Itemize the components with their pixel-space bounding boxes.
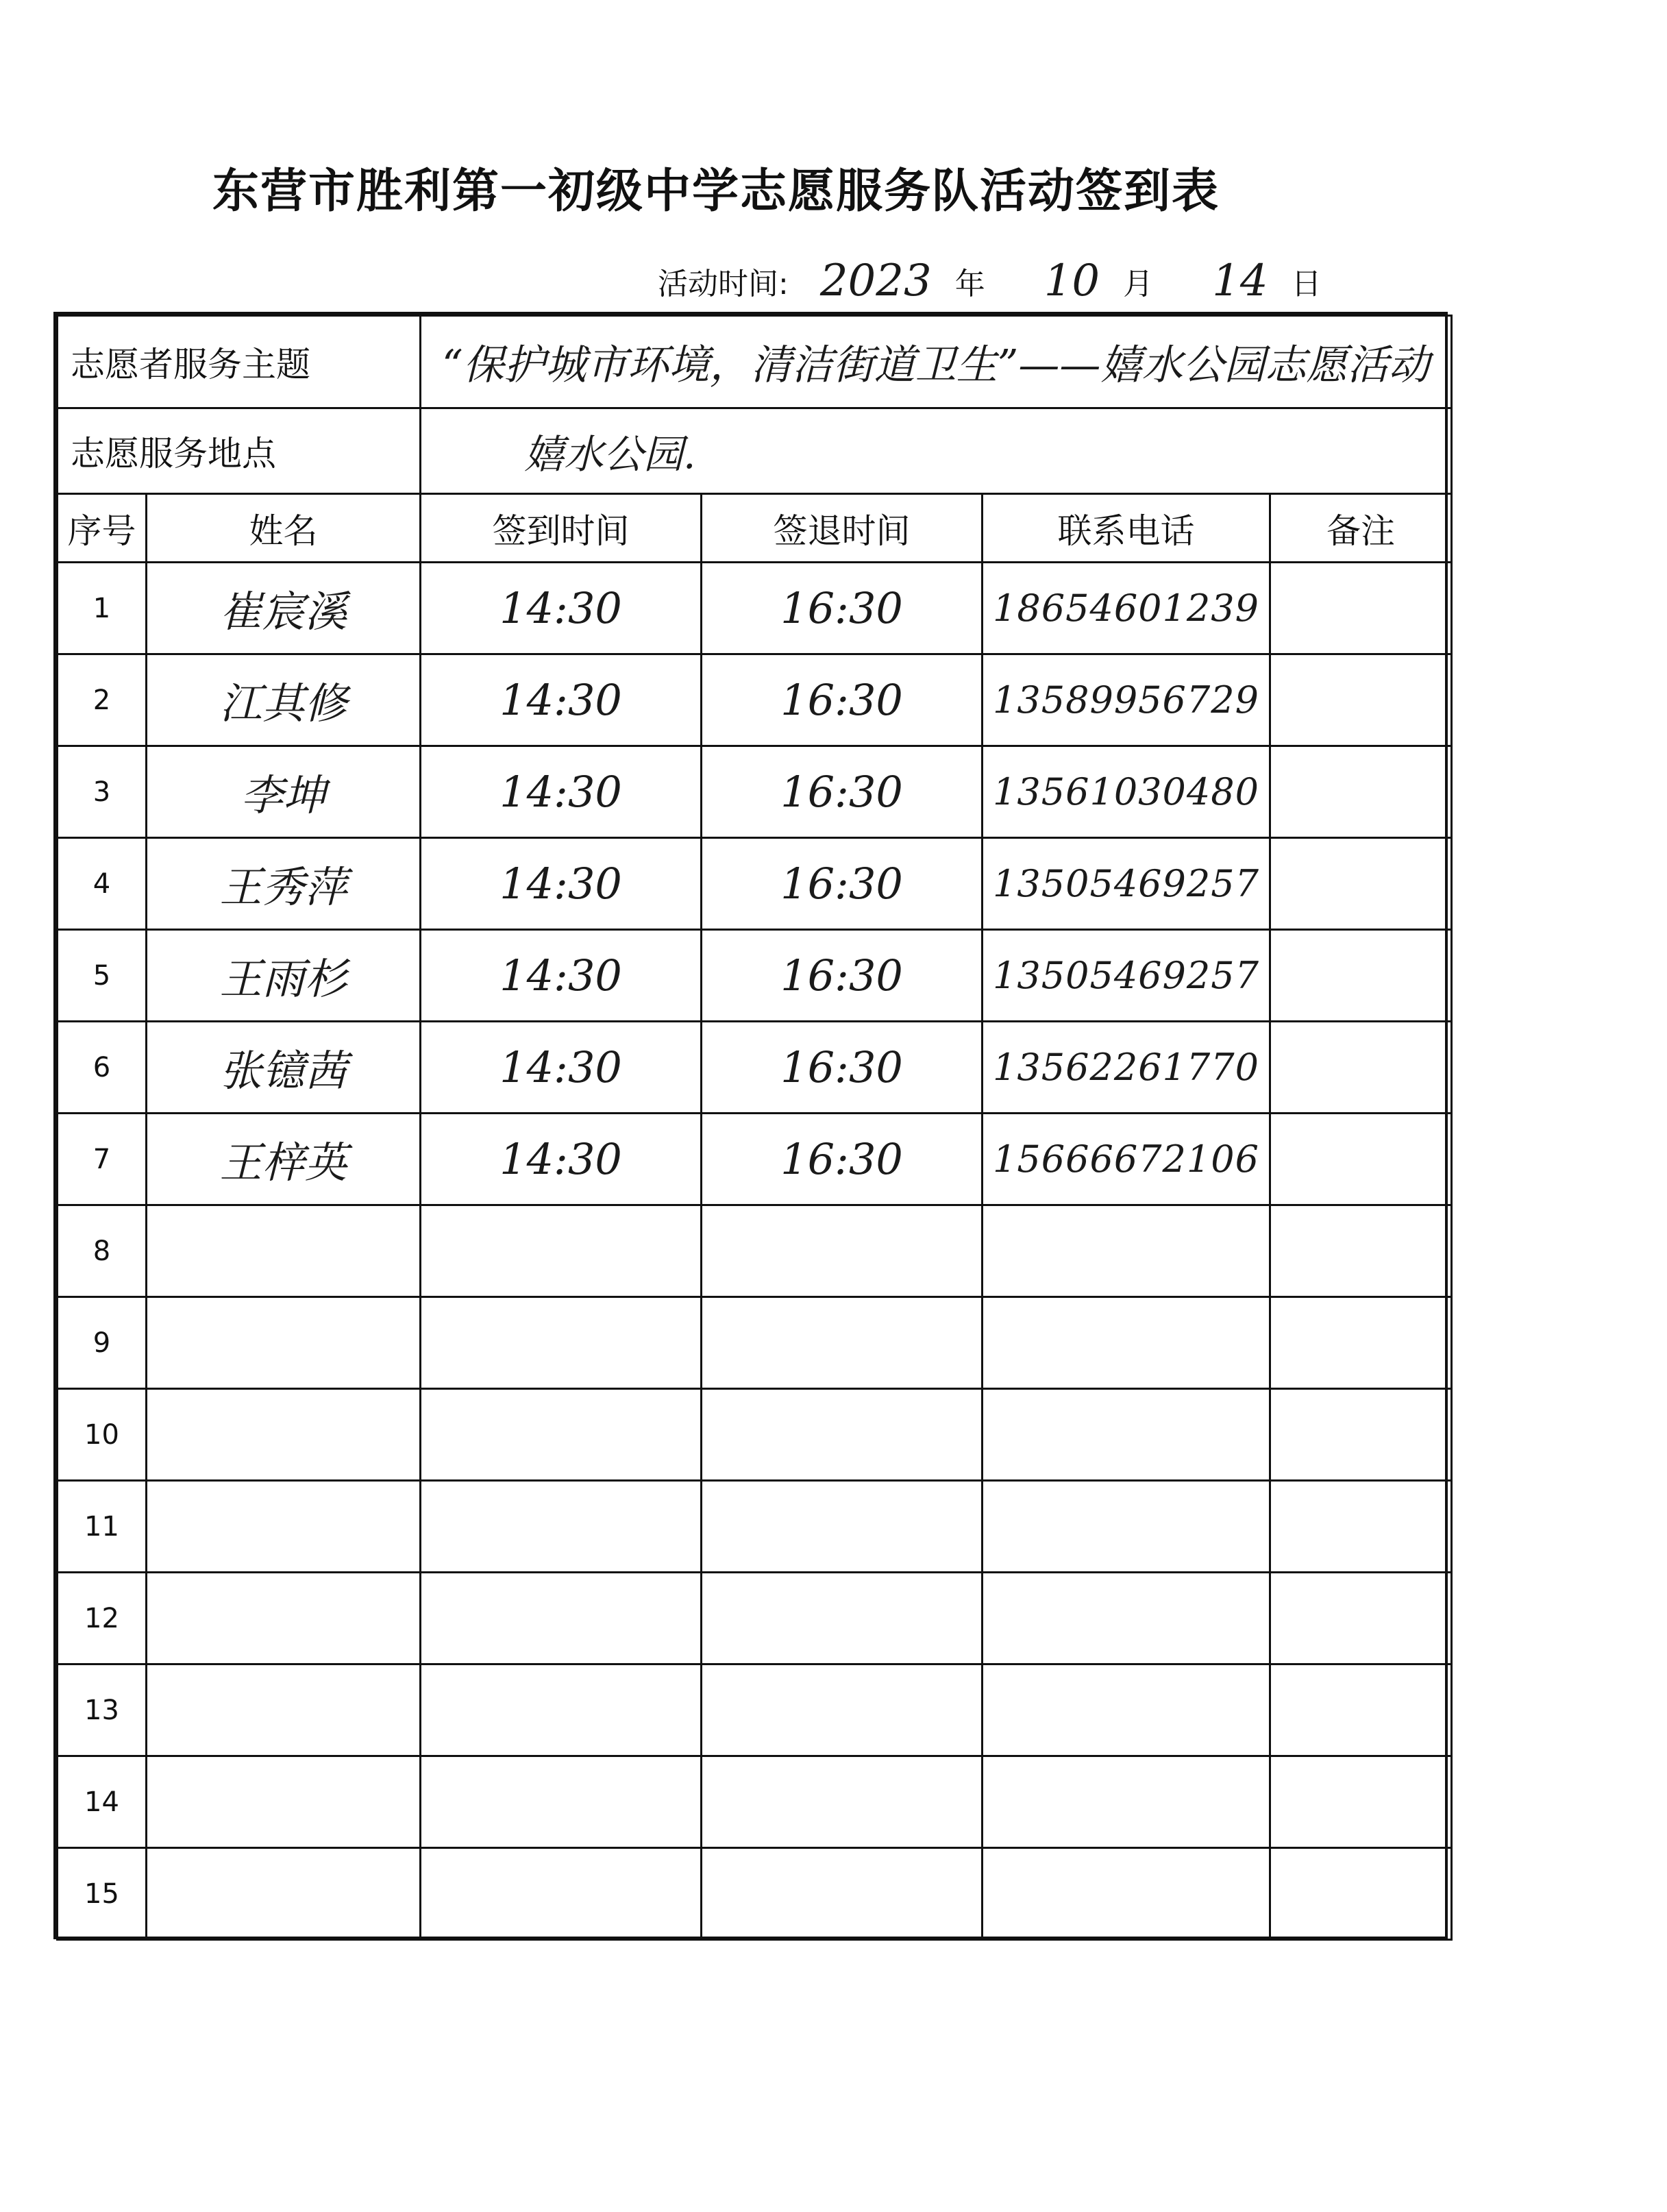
row-checkout xyxy=(702,1573,983,1664)
row-note xyxy=(1270,930,1452,1022)
table-row xyxy=(58,563,1452,654)
table-row xyxy=(58,1114,1452,1205)
table-row xyxy=(58,1205,1452,1297)
header-phone: 联系电话 xyxy=(983,494,1270,563)
row-name xyxy=(147,1756,421,1848)
table-row xyxy=(58,746,1452,838)
row-checkout xyxy=(702,563,983,654)
header-index: 序号 xyxy=(58,494,147,563)
row-checkout-text: 16:30 xyxy=(780,1134,903,1184)
row-checkout-text: 16:30 xyxy=(780,583,903,633)
row-checkout xyxy=(702,838,983,930)
row-checkout xyxy=(702,746,983,838)
row-name xyxy=(147,1848,421,1940)
row-index: 2 xyxy=(58,654,147,746)
row-name xyxy=(147,1664,421,1756)
row-index: 15 xyxy=(58,1848,147,1940)
topic-value xyxy=(421,316,1452,408)
row-name xyxy=(147,1205,421,1297)
row-phone-text: 13561030480 xyxy=(993,770,1259,813)
row-index: 8 xyxy=(58,1205,147,1297)
row-checkout-text: 16:30 xyxy=(780,767,903,817)
row-checkin-text: 14:30 xyxy=(499,950,622,1000)
row-name-text: 王秀萍 xyxy=(219,862,347,912)
table-row xyxy=(58,930,1452,1022)
date-day-unit: 日 xyxy=(1291,267,1322,302)
row-index: 14 xyxy=(58,1756,147,1848)
row-name xyxy=(147,1114,421,1205)
place-label: 志愿服务地点 xyxy=(58,408,421,494)
row-phone-text: 13505469257 xyxy=(993,862,1259,905)
row-checkout xyxy=(702,1664,983,1756)
row-phone-text: 13589956729 xyxy=(993,678,1259,722)
row-name xyxy=(147,654,421,746)
row-checkin xyxy=(421,1481,702,1573)
row-phone xyxy=(983,1573,1270,1664)
topic-text: “保护城市环境，清洁街道卫生”——嬉水公园志愿活动 xyxy=(442,341,1430,389)
row-note xyxy=(1270,1297,1452,1389)
table-row xyxy=(58,1664,1452,1756)
row-checkin-text: 14:30 xyxy=(499,1042,622,1092)
row-phone-text: 15666672106 xyxy=(993,1138,1259,1181)
row-checkin xyxy=(421,838,702,930)
row-checkout-text: 16:30 xyxy=(780,675,903,725)
row-note xyxy=(1270,1114,1452,1205)
row-index: 7 xyxy=(58,1114,147,1205)
row-phone xyxy=(983,1664,1270,1756)
row-note xyxy=(1270,1664,1452,1756)
row-checkout xyxy=(702,930,983,1022)
date-year: 2023 xyxy=(819,256,932,306)
row-note xyxy=(1270,1389,1452,1481)
table-row xyxy=(58,654,1452,746)
row-checkin xyxy=(421,1756,702,1848)
row-checkin xyxy=(421,1389,702,1481)
row-checkout xyxy=(702,1481,983,1573)
header-name: 姓名 xyxy=(147,494,421,563)
row-phone xyxy=(983,563,1270,654)
row-phone xyxy=(983,1389,1270,1481)
row-phone-text: 18654601239 xyxy=(993,587,1259,630)
row-note xyxy=(1270,1205,1452,1297)
table-row xyxy=(58,1756,1452,1848)
table-row xyxy=(58,1022,1452,1114)
row-note xyxy=(1270,654,1452,746)
row-checkout xyxy=(702,1297,983,1389)
row-checkin xyxy=(421,563,702,654)
activity-date xyxy=(658,254,1349,308)
row-name-text: 张镱茜 xyxy=(219,1046,347,1096)
topic-label: 志愿者服务主题 xyxy=(58,316,421,408)
date-day: 14 xyxy=(1212,256,1268,306)
row-note xyxy=(1270,1022,1452,1114)
row-checkout xyxy=(702,1022,983,1114)
table-row xyxy=(58,1573,1452,1664)
row-index: 13 xyxy=(58,1664,147,1756)
row-checkout xyxy=(702,1848,983,1940)
table-row xyxy=(58,1848,1452,1940)
date-month: 10 xyxy=(1044,256,1100,306)
row-name-text: 王雨杉 xyxy=(219,954,347,1004)
topic-row xyxy=(58,316,1452,408)
row-name xyxy=(147,1297,421,1389)
row-name xyxy=(147,1389,421,1481)
row-checkout xyxy=(702,1114,983,1205)
page-title: 东营市胜利第一初级中学志愿服务队活动签到表 xyxy=(212,164,1220,219)
row-phone xyxy=(983,1114,1270,1205)
row-phone xyxy=(983,746,1270,838)
date-label: 活动时间: xyxy=(658,267,789,302)
header-checkout: 签退时间 xyxy=(702,494,983,563)
row-phone-text: 13505469257 xyxy=(993,954,1259,997)
row-checkout xyxy=(702,654,983,746)
row-checkout xyxy=(702,1756,983,1848)
row-phone xyxy=(983,838,1270,930)
row-checkin xyxy=(421,746,702,838)
sign-in-sheet xyxy=(53,312,1448,1939)
row-checkout xyxy=(702,1389,983,1481)
row-checkin-text: 14:30 xyxy=(499,767,622,817)
row-checkin xyxy=(421,1573,702,1664)
row-note xyxy=(1270,1481,1452,1573)
row-phone xyxy=(983,930,1270,1022)
row-name xyxy=(147,838,421,930)
row-name-text: 王梓英 xyxy=(219,1138,347,1188)
header-checkin: 签到时间 xyxy=(421,494,702,563)
row-name-text: 江其修 xyxy=(219,678,347,728)
row-phone xyxy=(983,654,1270,746)
row-checkout-text: 16:30 xyxy=(780,950,903,1000)
row-index: 10 xyxy=(58,1389,147,1481)
row-note xyxy=(1270,838,1452,930)
row-phone-text: 13562261770 xyxy=(993,1046,1259,1089)
row-checkin xyxy=(421,930,702,1022)
row-name xyxy=(147,746,421,838)
row-checkout xyxy=(702,1205,983,1297)
row-phone xyxy=(983,1205,1270,1297)
row-checkin-text: 14:30 xyxy=(499,1134,622,1184)
table-row xyxy=(58,838,1452,930)
place-row xyxy=(58,408,1452,494)
row-checkin xyxy=(421,1848,702,1940)
row-checkin-text: 14:30 xyxy=(499,583,622,633)
row-index: 4 xyxy=(58,838,147,930)
row-phone xyxy=(983,1481,1270,1573)
row-checkin-text: 14:30 xyxy=(499,859,622,909)
row-note xyxy=(1270,1573,1452,1664)
place-text: 嬉水公园. xyxy=(524,431,696,478)
row-name xyxy=(147,930,421,1022)
row-note xyxy=(1270,1848,1452,1940)
row-index: 1 xyxy=(58,563,147,654)
row-phone xyxy=(983,1756,1270,1848)
place-value xyxy=(421,408,1452,494)
row-index: 3 xyxy=(58,746,147,838)
header-note: 备注 xyxy=(1270,494,1452,563)
row-name-text: 崔宸溪 xyxy=(219,587,347,637)
row-phone xyxy=(983,1848,1270,1940)
row-phone xyxy=(983,1297,1270,1389)
row-index: 6 xyxy=(58,1022,147,1114)
row-phone xyxy=(983,1022,1270,1114)
row-checkout-text: 16:30 xyxy=(780,1042,903,1092)
row-name xyxy=(147,1481,421,1573)
row-name xyxy=(147,1573,421,1664)
table-row xyxy=(58,1297,1452,1389)
table-row xyxy=(58,1389,1452,1481)
row-checkin xyxy=(421,1664,702,1756)
row-checkin-text: 14:30 xyxy=(499,675,622,725)
row-checkin xyxy=(421,1114,702,1205)
row-index: 12 xyxy=(58,1573,147,1664)
row-checkin xyxy=(421,1022,702,1114)
header-row xyxy=(58,494,1452,563)
sign-in-table xyxy=(56,315,1453,1941)
row-checkout-text: 16:30 xyxy=(780,859,903,909)
row-note xyxy=(1270,563,1452,654)
row-index: 5 xyxy=(58,930,147,1022)
row-name-text: 李坤 xyxy=(240,770,326,820)
row-checkin xyxy=(421,1297,702,1389)
table-row xyxy=(58,1481,1452,1573)
row-note xyxy=(1270,746,1452,838)
date-year-unit: 年 xyxy=(954,267,985,302)
row-index: 11 xyxy=(58,1481,147,1573)
row-note xyxy=(1270,1756,1452,1848)
date-month-unit: 月 xyxy=(1123,267,1154,302)
row-checkin xyxy=(421,654,702,746)
row-name xyxy=(147,563,421,654)
row-checkin xyxy=(421,1205,702,1297)
row-name xyxy=(147,1022,421,1114)
row-index: 9 xyxy=(58,1297,147,1389)
